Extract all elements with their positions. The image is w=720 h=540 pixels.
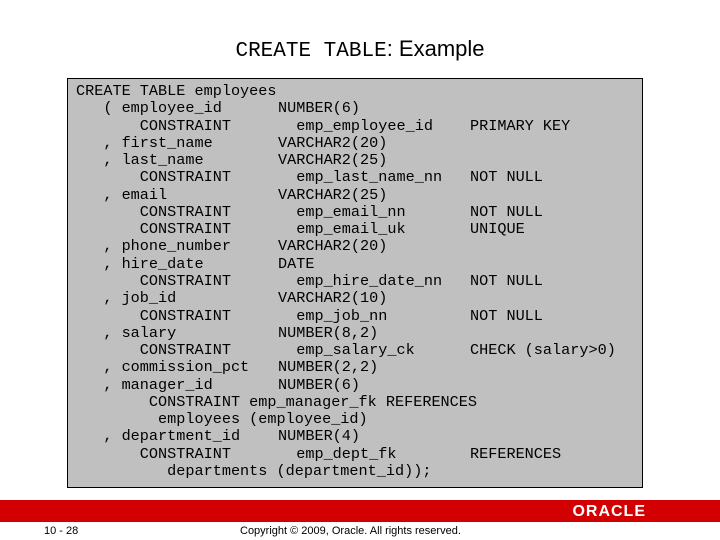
- code-line-6-col-1: CONSTRAINT: [76, 168, 231, 187]
- code-line-17-col-1: , commission_pct: [76, 358, 250, 377]
- code-line-7-col-1: , email: [76, 185, 168, 204]
- code-line-11-col-1: , hire_date: [76, 254, 204, 273]
- code-line-22-col-3: REFERENCES: [470, 444, 562, 463]
- code-line-16-col-3: CHECK (salary>0): [470, 341, 616, 360]
- code-line-3-col-2: emp_employee_id: [278, 116, 433, 135]
- code-line-13-col-2: VARCHAR2(10): [278, 289, 388, 308]
- oracle-logo: ORACLE: [572, 503, 646, 520]
- code-line-14-col-3: NOT NULL: [470, 306, 543, 325]
- code-line-12-col-3: NOT NULL: [470, 271, 543, 290]
- code-line-22-col-2: emp_dept_fk: [278, 444, 397, 463]
- slide-title: [0, 36, 720, 63]
- copyright-notice: Copyright © 2009, Oracle. All rights reserved.: [240, 525, 461, 537]
- code-line-5-col-1: , last_name: [76, 151, 204, 170]
- code-line-8-col-3: NOT NULL: [470, 202, 543, 221]
- code-line-18-col-1: , manager_id: [76, 375, 213, 394]
- code-line-4-col-1: , first_name: [76, 133, 213, 152]
- code-line-16-col-2: emp_salary_ck: [278, 341, 415, 360]
- code-line-18-col-2: NUMBER(6): [278, 375, 361, 394]
- code-line-8-col-1: CONSTRAINT: [76, 202, 231, 221]
- code-line-10-col-1: , phone_number: [76, 237, 231, 256]
- code-line-2-col-2: NUMBER(6): [278, 99, 361, 118]
- code-line-11-col-2: DATE: [278, 254, 315, 273]
- code-line-9-col-3: UNIQUE: [470, 220, 525, 239]
- code-line-17-col-2: NUMBER(2,2): [278, 358, 379, 377]
- code-line-21-col-1: , department_id: [76, 427, 241, 446]
- code-line-14-col-2: emp_job_nn: [278, 306, 388, 325]
- code-line-6-col-2: emp_last_name_nn: [278, 168, 443, 187]
- slide-title-code: CREATE TABLE: [235, 40, 387, 63]
- code-line-9-col-1: CONSTRAINT: [76, 220, 231, 239]
- code-line-21-col-2: NUMBER(4): [278, 427, 361, 446]
- code-line-19-col-1: CONSTRAINT emp_manager_fk REFERENCES: [76, 392, 478, 411]
- code-line-15-col-1: , salary: [76, 323, 177, 342]
- code-line-6-col-3: NOT NULL: [470, 168, 543, 187]
- code-line-8-col-2: emp_email_nn: [278, 202, 406, 221]
- code-line-7-col-2: VARCHAR2(25): [278, 185, 388, 204]
- code-line-15-col-2: NUMBER(8,2): [278, 323, 379, 342]
- code-line-23-col-1: departments (department_id));: [76, 461, 432, 480]
- slide-title-text: : Example: [386, 36, 485, 61]
- page-number: 10 - 28: [44, 525, 79, 537]
- code-line-10-col-2: VARCHAR2(20): [278, 237, 388, 256]
- code-line-14-col-1: CONSTRAINT: [76, 306, 231, 325]
- code-line-20-col-1: employees (employee_id): [76, 410, 368, 429]
- code-line-1-col-1: CREATE TABLE employees: [76, 82, 277, 100]
- code-line-3-col-3: PRIMARY KEY: [470, 116, 571, 135]
- code-line-12-col-2: emp_hire_date_nn: [278, 271, 443, 290]
- code-line-5-col-2: VARCHAR2(25): [278, 151, 388, 170]
- code-line-22-col-1: CONSTRAINT: [76, 444, 231, 463]
- code-line-13-col-1: , job_id: [76, 289, 177, 308]
- code-line-2-col-1: ( employee_id: [76, 99, 222, 118]
- code-line-9-col-2: emp_email_uk: [278, 220, 406, 239]
- code-line-12-col-1: CONSTRAINT: [76, 271, 231, 290]
- code-line-16-col-1: CONSTRAINT: [76, 341, 231, 360]
- code-line-3-col-1: CONSTRAINT: [76, 116, 231, 135]
- code-line-4-col-2: VARCHAR2(20): [278, 133, 388, 152]
- code-block: [67, 78, 643, 488]
